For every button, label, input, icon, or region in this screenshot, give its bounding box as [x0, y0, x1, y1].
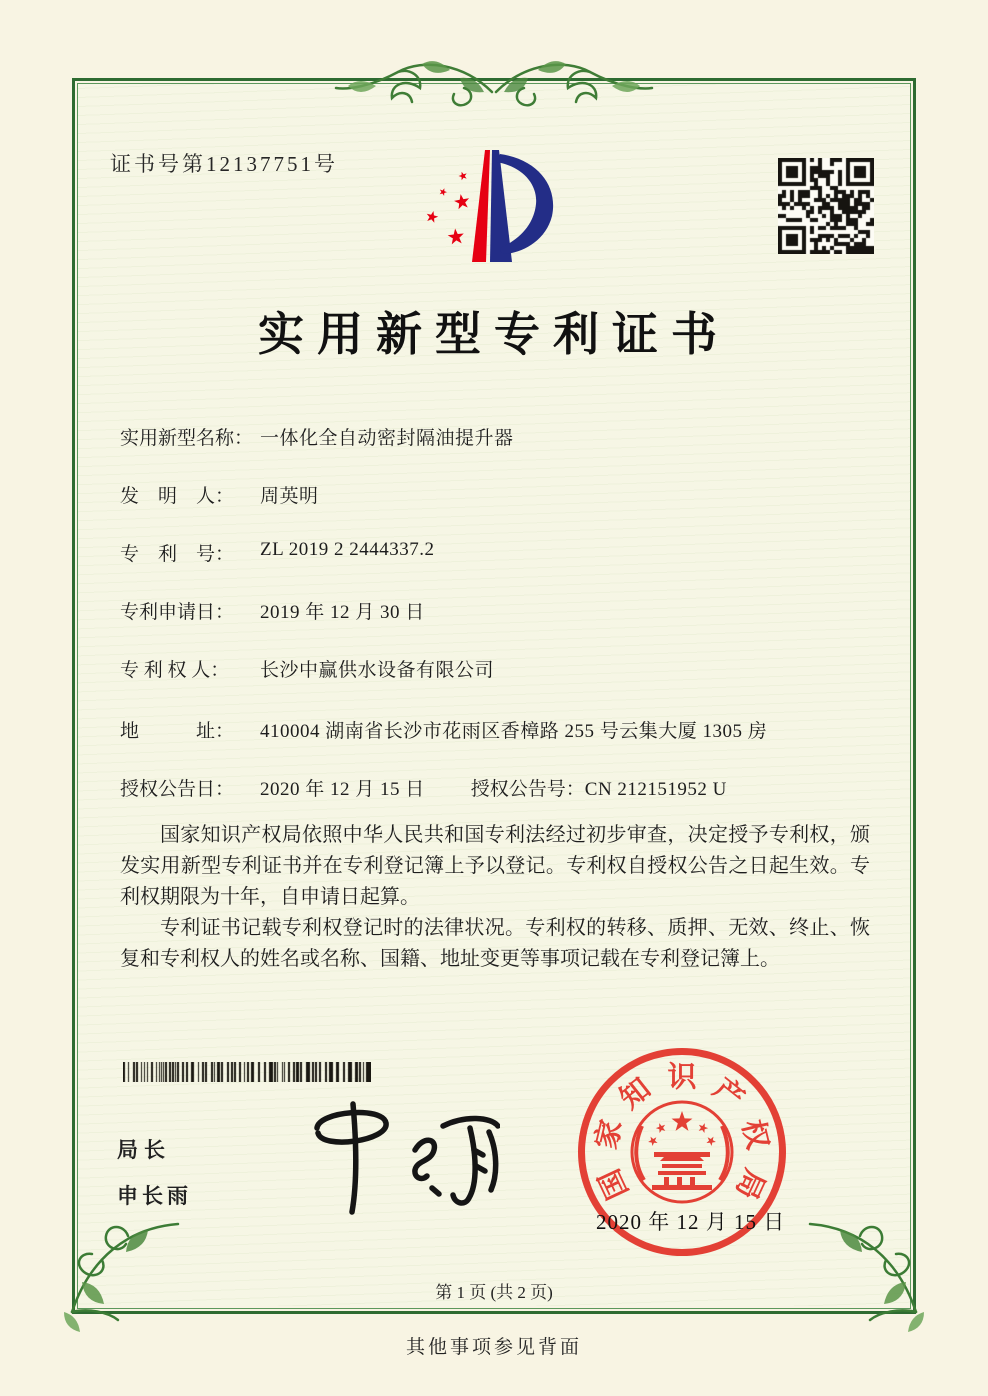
director-signature — [265, 1098, 500, 1218]
cnipa-logo-icon — [398, 140, 588, 290]
director-title-label: 局长 — [117, 1139, 171, 1162]
field-row-grant — [120, 774, 890, 801]
field-label: 专 利 权 人： — [120, 660, 230, 681]
top-flourish-ornament — [334, 48, 654, 132]
seal-ring-char: 局 — [728, 1163, 771, 1204]
seal-ring-char: 知 — [614, 1072, 658, 1116]
field-value: 周英明 — [260, 486, 319, 507]
certificate-title: 实用新型专利证书 — [258, 309, 730, 360]
field-label: 授权公告日： — [120, 779, 235, 800]
field-label: 实用新型名称： — [120, 428, 254, 449]
qr-code — [778, 158, 874, 254]
legal-paragraph-2: 专利证书记载专利权登记时的法律状况。专利权的转移、质押、无效、终止、恢复和专利权人的姓名或名称、国籍、地址变更等事项记载在专利登记簿上。 — [120, 917, 870, 970]
seal-ring-char: 权 — [735, 1117, 774, 1153]
seal-ring-char: 国 — [593, 1163, 636, 1204]
seal-ring-char: 家 — [590, 1117, 629, 1153]
legal-paragraph-1: 国家知识产权局依照中华人民共和国专利法经过初步审查，决定授予专利权，颁发实用新型专利证书并在专利登记簿上予以登记。专利权自授权公告之日起生效。专利权期限为十年，自申请日起算。 — [120, 824, 870, 908]
field-label: 专利申请日： — [120, 602, 235, 623]
seal-ring-char: 识 — [667, 1061, 697, 1094]
field-row-address — [120, 716, 890, 743]
field-value: 一体化全自动密封隔油提升器 — [260, 428, 514, 449]
field-label: 授权公告号： — [470, 779, 585, 800]
field-value: ZL 2019 2 2444337.2 — [260, 539, 435, 560]
field-label: 地 址： — [120, 721, 235, 742]
field-value: 2019 年 12 月 30 日 — [260, 602, 425, 623]
seal-ring-char: 产 — [706, 1072, 750, 1116]
field-row-inventor — [120, 481, 890, 508]
field-row-patentee — [120, 655, 890, 682]
barcode — [123, 1062, 371, 1082]
page-number: 第 1 页 (共 2 页) — [435, 1283, 553, 1302]
back-note: 其他事项参见背面 — [405, 1337, 582, 1358]
field-label: 发 明 人： — [120, 486, 235, 507]
field-value: 410004 湖南省长沙市花雨区香樟路 255 号云集大厦 1305 房 — [260, 721, 768, 742]
field-value: 长沙中赢供水设备有限公司 — [260, 660, 495, 681]
seal-date: 2020 年 12 月 15 日 — [596, 1210, 786, 1234]
field-value: 2020 年 12 月 15 日 — [260, 779, 425, 800]
field-row-patent-number — [120, 539, 890, 566]
field-row-patent-name — [120, 423, 890, 450]
field-label: 专 利 号： — [120, 544, 235, 565]
certificate-number: 证书号第12137751号 — [110, 152, 338, 176]
field-value: CN 212151952 U — [584, 779, 727, 800]
director-name-label: 申长雨 — [117, 1185, 192, 1208]
field-row-filing-date — [120, 597, 890, 624]
legal-text — [120, 820, 870, 975]
